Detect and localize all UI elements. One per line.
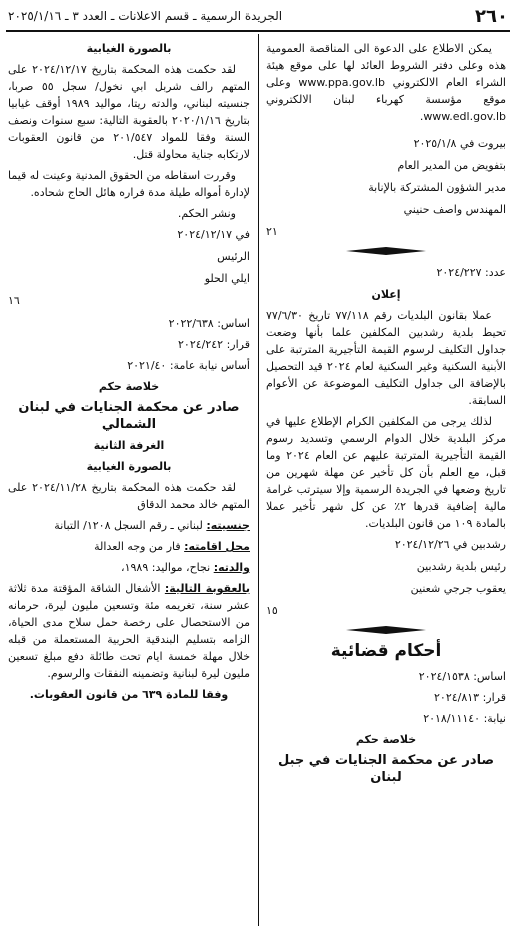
notice-signature-1: رئيس بلدية رشدبين	[416, 560, 506, 573]
case-reference-2: قرار: ٢٠٢٤/٢٤٢	[178, 338, 250, 351]
residence-label: محل اقامته:	[184, 540, 250, 553]
signature-date: بيروت في ٢٠٢٥/١/٨	[413, 137, 506, 150]
mother-label: والدته:	[213, 561, 250, 574]
judge-role: الرئيس	[217, 250, 250, 263]
left-column	[8, 40, 250, 924]
case-reference-2: قرار: ٢٠٢٤/٨١٣	[434, 691, 506, 704]
mother-line	[8, 559, 250, 576]
judge-name: ايلي الحلو	[204, 272, 250, 285]
signature-line-3: المهندس واصف حنيني	[403, 203, 506, 216]
notice-number-2: ١٥	[266, 604, 278, 617]
mother-value: نجاح، مواليد: ١٩٨٩،	[121, 561, 211, 574]
judgment-paragraph-4: لقد حكمت هذه المحكمة بتاريخ ٢٠٢٤/١١/٢٨ على المتهم خالد محمد الدقاق	[8, 481, 250, 511]
penalty-label: بالعقوبة التالية:	[164, 582, 250, 595]
case-reference-1: اساس: ٢٠٢٤/١٥٣٨	[418, 670, 506, 683]
issue-reference: عدد: ٢٠٢٤/٢٢٧	[436, 266, 506, 279]
nationality-value: لبناني ـ رقم السجل ١٢٠٨/ التبانة	[54, 519, 203, 532]
court-name: صادر عن محكمة الجنايات في لبنان الشمالي	[18, 400, 240, 432]
court-name: صادر عن محكمة الجنايات في جبل لبنان	[277, 753, 495, 785]
case-reference-3: نيابة: ٢٠١٨/١١١٤٠	[423, 712, 506, 725]
judgment-paragraph-3: ونشر الحكم.	[177, 207, 236, 220]
ornament-divider	[346, 625, 426, 635]
page-number: ٢٦٠	[475, 6, 508, 27]
nationality-label: جنسيته:	[206, 519, 250, 532]
notice-paragraph-2: لذلك يرجى من المكلفين الكرام الإطلاع عليها في مركز البلدية خلال الدوام الرسمي وتسديد رسوم القيمة التأجيرية المترتبة عليهم عن العام ٢٠٢٤ وما قبل، مع العلم بأن كل تأخير عن مهلة شهرين من تاريخ وضعها في الجريدة الرسمية وإلا سيترتب غرامة مالية إضافية قدرها ٢٪ عن كل شهر تأخير عملا بالمادة ١٠٩ من قانون البلديات.	[266, 415, 506, 530]
notice-number: ٢١	[266, 225, 278, 238]
column-divider	[258, 34, 259, 926]
judgment-paragraph-2: وقررت اسقاطه من الحقوق المدنية وعينت له قيما لإدارة أمواله طيلة مدة فراره هائل الحاج شحاده.	[8, 169, 250, 199]
notice-signature-2: يعقوب جرجي شعنين	[410, 582, 506, 595]
penalty-value: الأشغال الشاقة المؤقتة مدة ثلاثة عشر سنة، تغريمه مئة وتسعين مليون ليرة، حرمانه من الاستحصال على رخصة حمل سلاح مدى الحياة، الزامه بتسليم البندقية الحربية المستعملة من قبله خلال مهلة خمسة ايام تحت طائلة دفع مبلغ تسعين مليون ليرة لبنانية وتضمينه النفقات والرسوم.	[8, 582, 250, 680]
residence-value: فار من وجه العدالة	[94, 540, 181, 553]
summary-title: خلاصة حكم	[98, 380, 160, 393]
legal-article: وفقا للمادة ٦٣٩ من قانون العقوبات.	[29, 688, 229, 701]
notice-date: رشدبين في ٢٠٢٤/١٢/٢٦	[394, 538, 506, 551]
judgment-heading: بالصورة الغيابية	[86, 42, 172, 55]
right-column	[266, 40, 506, 924]
penalty-paragraph	[8, 580, 250, 682]
notice-paragraph-1: عملا بقانون البلديات رقم ٧٧/١١٨ تاريخ ٧٧/٦/٣٠ تحيط بلدية رشدبين المكلفين علما بأنها وضعت جداول التكليف لرسوم القيمة التأجيرية المترتبة على الأبنية السكنية وغير السكنية لعام ٢٠٢٤ قيد التحصيل بالإضافة الى جداول التكليف الموضوعة عن الأعوام السابقة.	[266, 309, 506, 407]
case-reference-3: أساس نيابة عامة: ٢٠٢١/٤٠	[127, 359, 250, 372]
judgment-heading-2: بالصورة الغيابية	[86, 460, 172, 473]
signature-line-1: بتفويض من المدير العام	[397, 159, 506, 172]
residence-line	[8, 538, 250, 555]
section-title: أحكام قضائية	[330, 641, 442, 661]
header-title: الجريدة الرسمية ـ قسم الاعلانات ـ العدد ٣ ـ ٢٠٢٥/١/١٦	[8, 9, 283, 23]
header-rule	[6, 30, 510, 32]
tender-paragraph: يمكن الاطلاع على الدعوة الى المناقصة العمومية هذه وعلى دفتر الشروط العائد لها على موقع هيئة الشراء العام الالكتروني www.ppa.gov.lb وعلى موقع مؤسسة كهرباء لبنان الالكتروني www.edl.gov.lb.	[266, 42, 506, 123]
page-header	[6, 6, 510, 28]
nationality-line	[8, 517, 250, 534]
judgment-number: ١٦	[8, 294, 20, 307]
judgment-date: في ٢٠٢٤/١٢/١٧	[177, 228, 250, 241]
judgment-paragraph-1: لقد حكمت هذه المحكمة بتاريخ ٢٠٢٤/١٢/١٧ على المتهم رالف شربل ابي نخول/ سجل ٥٥ صربا، جنسيته لبناني، والدته ريتا، مواليد ١٩٨٩ أوقف غيابيا بتاريخ ٢٠٢٠/١/١٦ بالعقوبة التالية: سبع سنوات ونصف السنة وفقا للمواد ٢٠١/٥٤٧ من قانون العقوبات لارتكابه جناية محاولة قتل.	[8, 63, 250, 161]
ornament-divider	[346, 246, 426, 256]
notice-title: إعلان	[371, 288, 401, 301]
case-reference-1: اساس: ٢٠٢٢/٦٣٨	[168, 317, 250, 330]
chamber-name: الغرفة الثانية	[93, 439, 165, 452]
signature-line-2: مدير الشؤون المشتركة بالإنابة	[368, 181, 506, 194]
summary-title: خلاصة حكم	[355, 733, 417, 746]
